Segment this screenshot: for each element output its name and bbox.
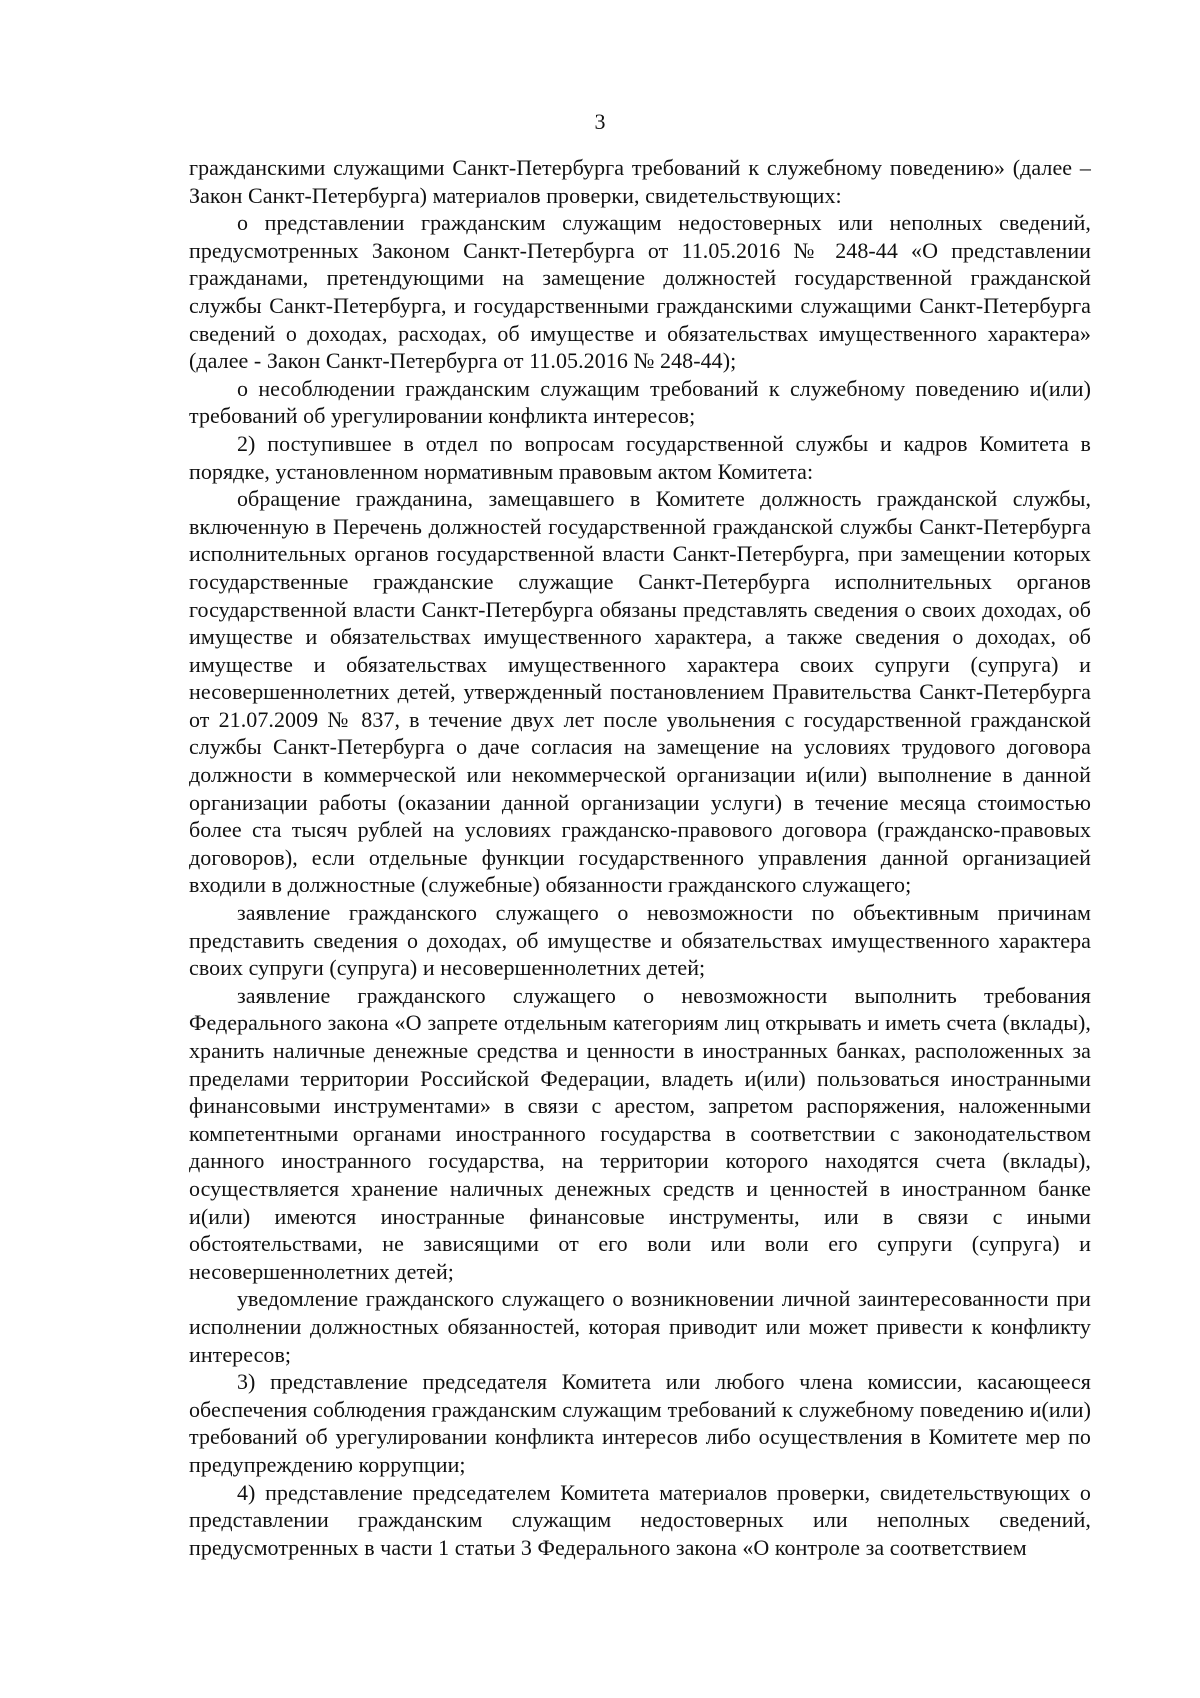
body-text bbox=[189, 154, 1091, 1561]
paragraph: гражданскими служащими Санкт-Петербурга требований к служебному поведению» (далее – Закон Санкт-Петербурга) материалов проверки, свидетельствующих: bbox=[189, 155, 1091, 208]
page-number: 3 bbox=[594, 109, 606, 134]
paragraph: 4) представление председателем Комитета материалов проверки, свидетельствующих о представлении гражданским служащим недостоверных или неполных сведений, предусмотренных в части 1 статьи 3 Федерального закона «О контроле за соответствием bbox=[189, 1479, 1091, 1560]
paragraph: обращение гражданина, замещавшего в Комитете должность гражданской службы, включенную в Перечень должностей государственной гражданской службы Санкт-Петербурга исполнительных органов государственной власти Санкт-Петербурга, при замещении которых государственные гражданские служащие Санкт-Петербурга исполнительных органов государственной власти Санкт-Петербурга обязаны представлять сведения о своих доходах, об имуществе и обязательствах имущественного характера, а также сведения о доходах, об имуществе и обязательствах имущественного характера своих супруги (супруга) и несовершеннолетних детей, утвержденный постановлением Правительства Санкт-Петербурга от 21.07.2009 № 837, в течение двух лет после увольнения с государственной гражданской службы Санкт-Петербурга о даче согласия на замещение на условиях трудового договора должности в коммерческой или некоммерческой организации и(или) выполнение в данной организации работы (оказании данной организации услуги) в течение месяца стоимостью более ста тысяч рублей на условиях гражданско-правового договора (гражданско-правовых договоров), если отдельные функции государственного управления данной организацией входили в должностные (служебные) обязанности гражданского служащего; bbox=[189, 486, 1091, 898]
paragraph: заявление гражданского служащего о невозможности выполнить требования Федерального закона «О запрете отдельным категориям лиц открывать и иметь счета (вклады), хранить наличные денежные средства и ценности в иностранных банках, расположенных за пределами территории Российской Федерации, владеть и(или) пользоваться иностранными финансовыми инструментами» в связи с арестом, запретом распоряжения, наложенными компетентными органами иностранного государства в соответствии с законодательством данного иностранного государства, на территории которого находятся счета (вклады), осуществляется хранение наличных денежных средств и ценностей в иностранном банке и(или) имеются иностранные финансовые инструменты, или в связи с иными обстоятельствами, не зависящими от его воли или воли его супруги (супруга) и несовершеннолетних детей; bbox=[189, 982, 1091, 1284]
paragraph: 3) представление председателя Комитета или любого члена комиссии, касающееся обеспечения соблюдения гражданским служащим требований к служебному поведению и(или) требований об урегулировании конфликта интересов либо осуществления в Комитете мер по предупреждению коррупции; bbox=[189, 1369, 1091, 1477]
paragraph: уведомление гражданского служащего о возникновении личной заинтересованности при исполнении должностных обязанностей, которая приводит или может привести к конфликту интересов; bbox=[189, 1286, 1091, 1367]
paragraph: заявление гражданского служащего о невозможности по объективным причинам представить сведения о доходах, об имуществе и обязательствах имущественного характера своих супруги (супруга) и несовершеннолетних детей; bbox=[189, 900, 1091, 981]
paragraph: о несоблюдении гражданским служащим требований к служебному поведению и(или) требований об урегулировании конфликта интересов; bbox=[189, 375, 1091, 429]
paragraph: о представлении гражданским служащим недостоверных или неполных сведений, предусмотренных Законом Санкт-Петербурга от 11.05.2016 № 248-44 «О представлении гражданами, претендующими на замещение должностей государственной гражданской службы Санкт-Петербурга, и государственными гражданскими служащими Санкт-Петербурга сведений о доходах, расходах, об имуществе и обязательствах имущественного характера» (далее - Закон Санкт-Петербурга от 11.05.2016 № 248-44); bbox=[189, 210, 1091, 374]
paragraph: 2) поступившее в отдел по вопросам государственной службы и кадров Комитета в порядке, установленном нормативным правовым актом Комитета: bbox=[189, 430, 1091, 484]
